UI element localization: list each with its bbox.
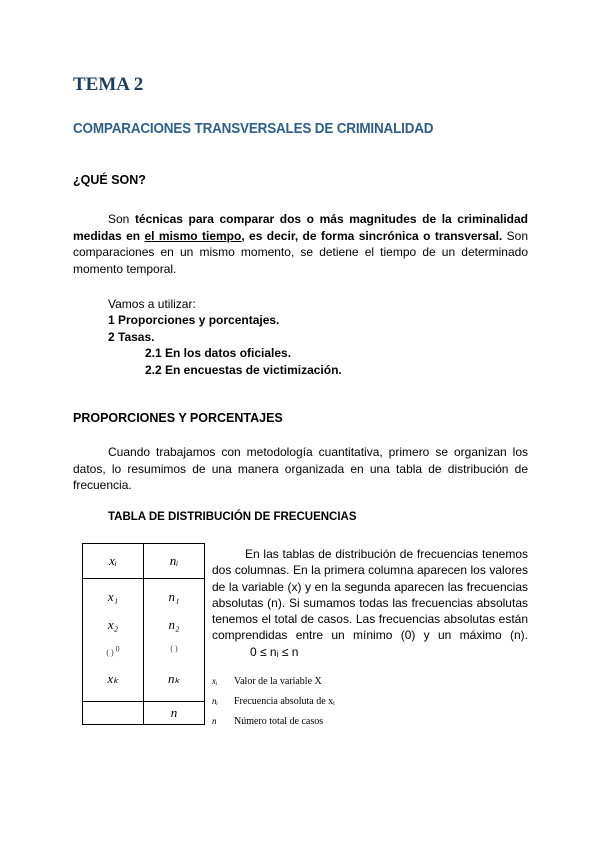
frequency-table: [82, 543, 205, 725]
table-cell-n2: n₂: [168, 617, 180, 632]
legend-symbol-3: n: [212, 716, 217, 726]
table-cell-x-ellipsis: ( ) $^0$: [106, 644, 120, 657]
table-mark: 0: [115, 644, 120, 654]
table-cell-nk: nₖ: [167, 671, 181, 686]
list-item-2-1: 2.1 En los datos oficiales.: [145, 346, 292, 360]
section-subtitle: COMPARACIONES TRANSVERSALES DE CRIMINALIDAD: [73, 121, 434, 137]
definition-text-underlined: el mismo tiempo,: [144, 228, 245, 243]
legend-row-2: [212, 696, 335, 707]
table-total-n: n: [144, 702, 205, 725]
legend-row-3: [212, 716, 323, 727]
list-intro: Vamos a utilizar:: [108, 297, 196, 311]
table-header-n: nᵢ: [144, 544, 205, 579]
page-title: TEMA 2: [73, 74, 144, 95]
table-explanation: [212, 546, 528, 660]
table-explanation-text: En las tablas de distribución de frecuencias tenemos dos columnas. En la primera columna aparecen los valores de la variable (x) y en la segunda aparecen las frecuencias absolutas (n). Si sumamos todas las frecuencias absolutas tenemos el total de casos. Las frecuencias absolutas están comprendidas entre un mínimo (0) y un máximo (n).: [212, 547, 528, 643]
list-item-1: 1 Proporciones y porcentajes.: [108, 313, 280, 327]
table-header-x: xᵢ: [83, 544, 144, 579]
heading-que-son: ¿QUÉ SON?: [73, 173, 146, 187]
table-cell-x2: x₂: [107, 617, 119, 632]
legend-text-1: Valor de la variable X: [234, 676, 322, 687]
legend-row-1: [212, 676, 322, 687]
definition-paragraph: [73, 211, 528, 277]
list-item-2-2: 2.2 En encuestas de victimización.: [145, 363, 342, 377]
table-cell-n1: n₁: [168, 589, 180, 604]
legend-text-2: Frecuencia absoluta de xᵢ: [234, 696, 335, 707]
table-cell-x1: x₁: [107, 589, 119, 604]
definition-text-bold-2: es decir, de forma sincrónica o transversal.: [244, 228, 503, 243]
table-cell-xk: xₖ: [107, 671, 119, 686]
definition-text-bold: técnicas para comparar dos o más magnitudes de la criminalidad medidas en: [73, 212, 528, 243]
inequality-formula: 0 ≤ nᵢ ≤ n: [250, 644, 299, 659]
table-cell-n-ellipsis: ( ): [170, 644, 178, 653]
proporciones-paragraph: [73, 444, 528, 494]
list-item-2: 2 Tasas.: [108, 330, 155, 344]
legend-symbol-1: xᵢ: [212, 676, 218, 686]
legend-text-3: Número total de casos: [234, 716, 324, 727]
table-column-n: [144, 579, 205, 702]
definition-text-a: Son: [108, 212, 135, 226]
heading-proporciones: PROPORCIONES Y PORCENTAJES: [73, 411, 283, 425]
table-total-empty: [83, 702, 144, 725]
table-heading: TABLA DE DISTRIBUCIÓN DE FRECUENCIAS: [108, 511, 357, 523]
table-column-x: [83, 579, 144, 702]
definition-text-end: Son comparaciones en un mismo momento, se detiene el tiempo de un determinado momento temporal.: [73, 228, 528, 276]
legend-symbol-2: nᵢ: [212, 696, 218, 706]
proporciones-text: Cuando trabajamos con metodología cuantitativa, primero se organizan los datos, lo resumimos de una manera organizada en una tabla de distribución de frecuencia.: [73, 445, 528, 492]
